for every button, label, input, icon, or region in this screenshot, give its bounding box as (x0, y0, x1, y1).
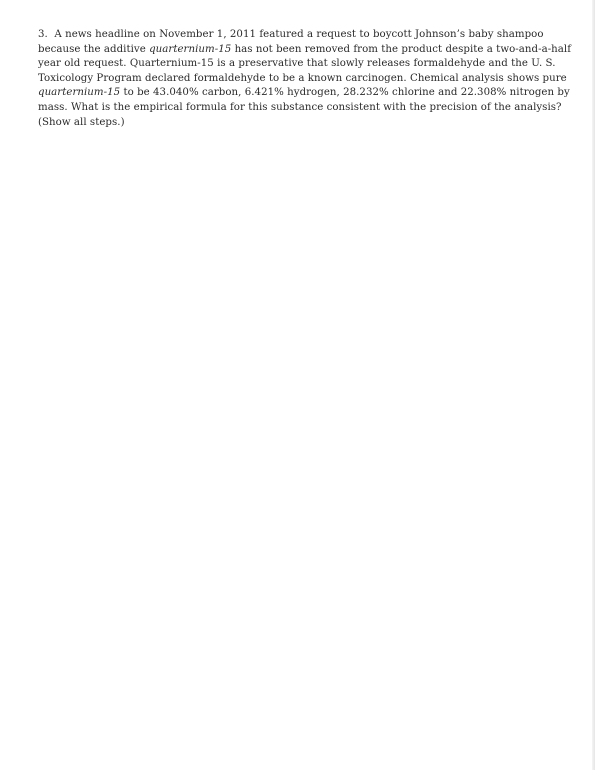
question-text-segment: has not been removed from the product despite a two-and-a-half (231, 43, 572, 55)
chemical-name-italic: quarternium-15 (149, 43, 232, 55)
question-text-segment: because the additive (38, 43, 150, 55)
question-text-segment: A news headline on November 1, 2011 featured a request to boycott Johnson’s baby shampoo (54, 29, 544, 40)
question-line-1 (38, 28, 558, 43)
chemical-name-italic: quarternium-15 (38, 87, 121, 99)
question-text-segment: year old request. Quarternium-15 is a preservative that slowly releases formaldehyde and the U. S. (38, 58, 556, 70)
question-line-7 (38, 116, 558, 131)
question-number: 3. (38, 29, 48, 40)
question-text-segment: mass. What is the empirical formula for this substance consistent with the precision of the analysis? (38, 101, 562, 113)
question-text-segment: Toxicology Program declared formaldehyde to be a known carcinogen. Chemical analysis shows pure (38, 72, 567, 84)
question-text-segment: to be 43.040% carbon, 6.421% hydrogen, 28.232% chlorine and 22.308% nitrogen by (120, 87, 570, 99)
question-text-segment: (Show all steps.) (38, 116, 125, 128)
question-line-5 (38, 86, 570, 101)
question-3 (38, 28, 572, 130)
question-line-2 (38, 43, 572, 58)
question-line-3 (38, 57, 558, 72)
question-line-4 (38, 72, 567, 87)
question-line-6 (38, 101, 562, 116)
